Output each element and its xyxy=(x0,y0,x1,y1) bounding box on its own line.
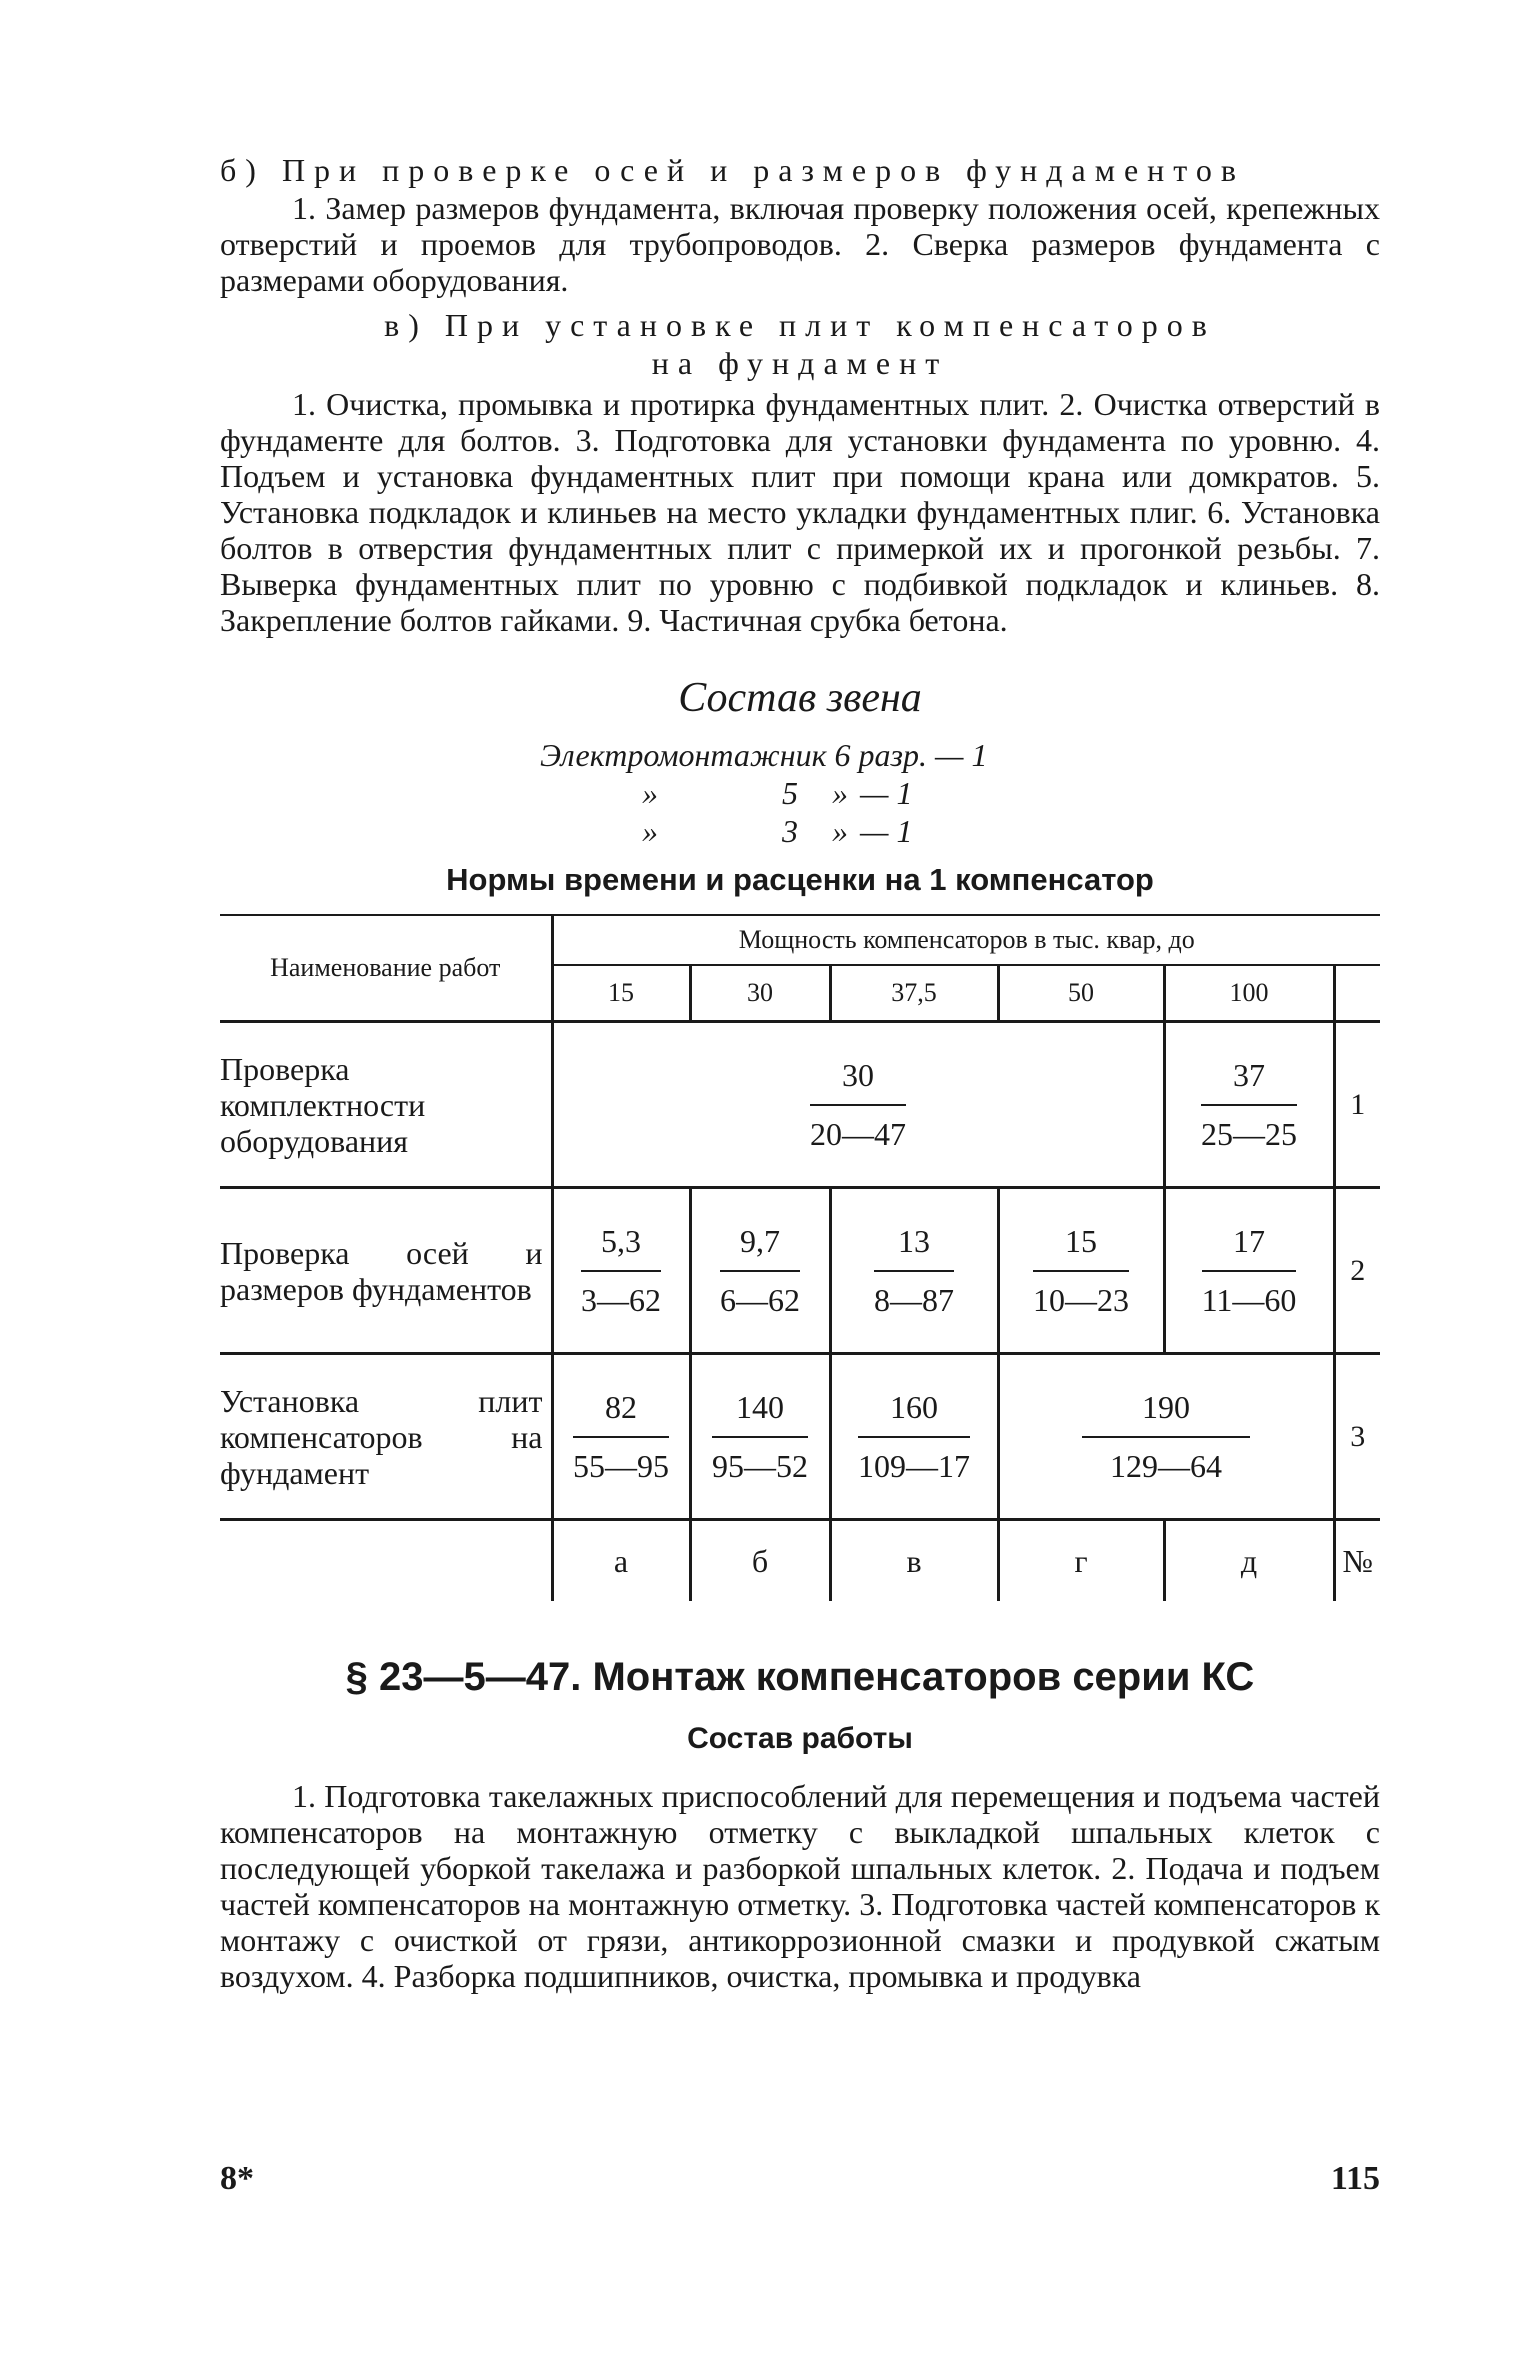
footer-letter-v: в xyxy=(830,1520,998,1602)
rate: 25—25 xyxy=(1201,1115,1297,1152)
rate: 3—62 xyxy=(581,1281,661,1318)
crew-row xyxy=(540,774,1380,812)
row-3-number: 3 xyxy=(1334,1354,1380,1520)
fraction xyxy=(1201,1057,1297,1153)
section-v-heading-line1: в) При установке плит компенсаторов xyxy=(384,307,1216,343)
crew-grade: 5 xyxy=(782,775,798,811)
fraction xyxy=(573,1389,669,1485)
rate: 6—62 xyxy=(720,1281,800,1318)
row-3-cell-15 xyxy=(552,1354,690,1520)
time-norm: 15 xyxy=(1033,1223,1129,1272)
time-norm: 190 xyxy=(1082,1389,1250,1438)
table-footer-row xyxy=(220,1520,1380,1602)
footer-empty xyxy=(220,1520,552,1602)
crew-count: — 1 xyxy=(860,813,913,849)
row-3-cell-30 xyxy=(690,1354,830,1520)
row-1-cell-100 xyxy=(1164,1022,1334,1188)
fraction xyxy=(810,1057,906,1153)
power-empty xyxy=(1334,965,1380,1022)
time-norm: 5,3 xyxy=(581,1223,661,1272)
rate: 129—64 xyxy=(1110,1447,1222,1484)
row-3-merged-cell xyxy=(998,1354,1334,1520)
row-2-cell-15 xyxy=(552,1188,690,1354)
time-norm: 37 xyxy=(1201,1057,1297,1106)
section-v-heading-line2: на фундамент xyxy=(651,345,949,381)
section-v-heading xyxy=(220,306,1380,382)
page-content xyxy=(220,150,1380,1994)
signature-mark: 8* xyxy=(220,2160,254,2197)
power-37-5: 37,5 xyxy=(830,965,998,1022)
table-row xyxy=(220,1188,1380,1354)
footer-letter-b: б xyxy=(690,1520,830,1602)
crew-row xyxy=(540,812,1380,850)
row-1-number: 1 xyxy=(1334,1022,1380,1188)
row-2-name: Проверка осей и размеров фундаментов xyxy=(220,1188,552,1354)
fraction xyxy=(858,1389,970,1485)
row-3-name: Установка плит компенсаторов на фундамент xyxy=(220,1354,552,1520)
crew-row xyxy=(540,736,1380,774)
row-3-cell-37-5 xyxy=(830,1354,998,1520)
crew-grade: 3 xyxy=(782,813,798,849)
section-v-text: 1. Очистка, промывка и протирка фундаментных плит. 2. Очистка отверстий в фундаменте для болтов. 3. Подготовка для установки фундамента по уровню. 4. Подъем и установка фундаментных плит при помощи крана или домкратов. 5. Установка подкладок и клиньев на место укладки фундаментных плиг. 6. Установка болтов в отверстия фундаментных плит с примеркой их и прогонкой резьбы. 7. Выверка фундаментных плит по уровню с подбивкой подкладок и клиньев. 8. Закрепление болтов гайками. 9. Частичная срубка бетона. xyxy=(220,386,1380,638)
row-2-cell-50 xyxy=(998,1188,1164,1354)
time-norm: 9,7 xyxy=(720,1223,800,1272)
page-footer xyxy=(220,2160,1380,2198)
row-1-name: Проверка комплектности оборудования xyxy=(220,1022,552,1188)
time-norm: 160 xyxy=(858,1389,970,1438)
col-name-header: Наименование работ xyxy=(270,953,501,982)
rate: 11—60 xyxy=(1201,1281,1297,1318)
fraction xyxy=(712,1389,808,1485)
table-row xyxy=(220,1022,1380,1188)
crew-ditto: » xyxy=(642,813,658,849)
section-47-heading: § 23—5—47. Монтаж компенсаторов серии КС xyxy=(345,1655,1255,1699)
rate: 10—23 xyxy=(1033,1281,1129,1318)
row-1-merged-cell xyxy=(552,1022,1164,1188)
crew-count: — 1 xyxy=(860,775,913,811)
rate: 95—52 xyxy=(712,1447,808,1484)
footer-letter-g: г xyxy=(998,1520,1164,1602)
time-norm: 140 xyxy=(712,1389,808,1438)
fraction xyxy=(720,1223,800,1319)
table-header-row xyxy=(220,915,1380,965)
crew-ditto: » xyxy=(832,775,848,811)
fraction xyxy=(1202,1223,1297,1319)
power-15: 15 xyxy=(552,965,690,1022)
fraction xyxy=(1082,1389,1250,1485)
norms-table xyxy=(220,914,1380,1601)
row-2-number: 2 xyxy=(1334,1188,1380,1354)
norms-title: Нормы времени и расценки на 1 компенсатор xyxy=(446,862,1154,897)
power-30: 30 xyxy=(690,965,830,1022)
crew-title: Состав звена xyxy=(678,675,922,721)
fraction xyxy=(1033,1223,1129,1319)
section-b-heading: б) При проверке осей и размеров фундаментов xyxy=(220,152,1245,188)
row-2-cell-37-5 xyxy=(830,1188,998,1354)
fraction xyxy=(874,1223,954,1319)
crew-ditto: » xyxy=(642,775,658,811)
section-47-text: 1. Подготовка такелажных приспособлений для перемещения и подъема частей компенсаторов на монтажную отметку с выкладкой шпальных клеток с последующей уборкой такелажа и разборкой шпальных клеток. 2. Подача и подъем частей компенсаторов на монтажную отметку. 3. Подготовка частей компенсаторов к монтажу с очисткой от грязи, антикоррозионной смазки и продувкой сжатым воздухом. 4. Разборка подшипников, очистка, промывка и продувка xyxy=(220,1778,1380,1994)
time-norm: 13 xyxy=(874,1223,954,1272)
row-2-cell-30 xyxy=(690,1188,830,1354)
power-100: 100 xyxy=(1164,965,1334,1022)
rate: 55—95 xyxy=(573,1447,669,1484)
power-50: 50 xyxy=(998,965,1164,1022)
footer-letter-d: д xyxy=(1164,1520,1334,1602)
time-norm: 30 xyxy=(810,1057,906,1106)
page-number: 115 xyxy=(1330,2160,1380,2197)
rate: 8—87 xyxy=(874,1281,954,1318)
footer-letter-a: а xyxy=(552,1520,690,1602)
footer-number-sign: № xyxy=(1334,1520,1380,1602)
rate: 20—47 xyxy=(810,1115,906,1152)
time-norm: 82 xyxy=(573,1389,669,1438)
table-row xyxy=(220,1354,1380,1520)
row-2-cell-100 xyxy=(1164,1188,1334,1354)
crew-ditto: » xyxy=(832,813,848,849)
section-b-text: 1. Замер размеров фундамента, включая проверку положения осей, крепежных отверстий и проемов для трубопроводов. 2. Сверка размеров фундамента с размерами оборудования. xyxy=(220,190,1380,298)
fraction xyxy=(581,1223,661,1319)
crew-row-label: Электромонтажник 6 разр. — 1 xyxy=(540,737,988,773)
crew-list xyxy=(540,736,1380,850)
time-norm: 17 xyxy=(1202,1223,1297,1272)
power-header: Мощность компенсаторов в тыс. квар, до xyxy=(552,915,1380,965)
rate: 109—17 xyxy=(858,1447,970,1484)
section-47-subheading: Состав работы xyxy=(687,1722,913,1755)
